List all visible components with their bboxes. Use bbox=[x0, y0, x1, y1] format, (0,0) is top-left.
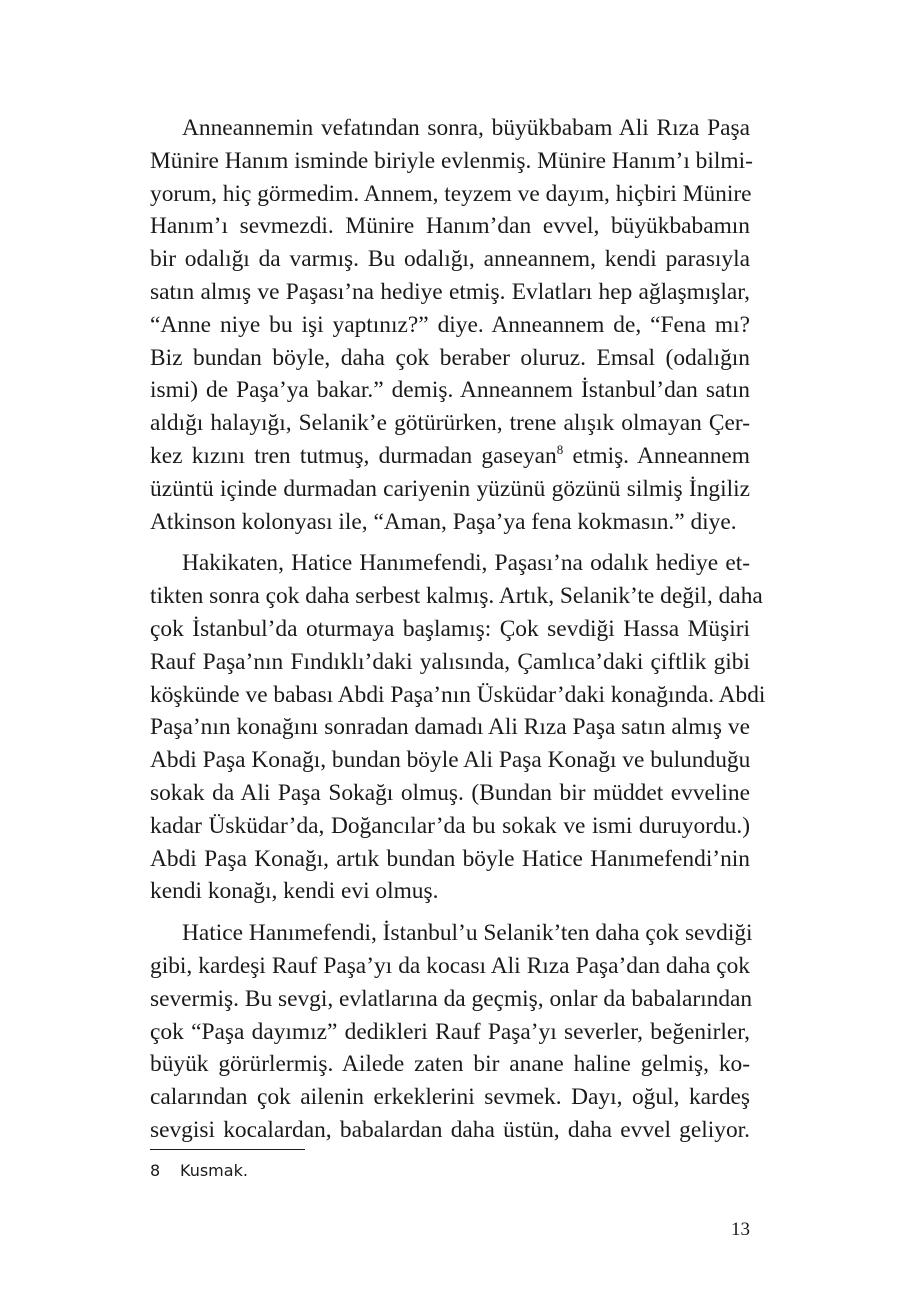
text-line: aldığı halayığı, Selanik’e götürürken, trene alışık olmayan Çer- bbox=[150, 410, 750, 437]
text-line: severmiş. Bu sevgi, evlatlarına da geçmiş, onlar da babalarından bbox=[150, 985, 753, 1012]
footnote-reference[interactable]: 8 bbox=[556, 441, 564, 457]
text-line: üzüntü içinde durmadan cariyenin yüzünü gözünü silmiş İngiliz bbox=[150, 475, 750, 502]
text-line-with-footnote bbox=[150, 440, 750, 473]
paragraph-1 bbox=[150, 112, 753, 538]
text-line: Atkinson kolonyası ile, “Aman, Paşa’ya fena kokmasın.” diye. bbox=[150, 508, 737, 535]
text-line: Abdi Paşa Konağı, bundan böyle Ali Paşa Konağı ve bulunduğu bbox=[150, 747, 751, 774]
text-line: bir odalığı da varmış. Bu odalığı, anneannem, kendi parasıyla bbox=[150, 246, 750, 273]
text-line: satın almış ve Paşası’na hediye etmiş. Evlatları hep ağlaşmışlar, bbox=[150, 278, 750, 305]
text-line: Münire Hanım isminde biriyle evlenmiş. Münire Hanım’ı bilmi- bbox=[150, 147, 753, 174]
text-line: sevgisi kocalardan, babalardan daha üstün, daha evvel geliyor. bbox=[150, 1116, 750, 1143]
text-line: calarından çok ailenin erkeklerini sevmek. Dayı, oğul, kardeş bbox=[150, 1084, 750, 1111]
page-body bbox=[150, 112, 766, 1147]
text-line: Hanım’ı sevmezdi. Münire Hanım’dan evvel, büyükbabamın bbox=[150, 213, 750, 240]
text-line: Hakikaten, Hatice Hanımefendi, Paşası’na odalık hediye et- bbox=[182, 550, 750, 577]
paragraph-3 bbox=[150, 917, 753, 1147]
text-line: kendi konağı, kendi evi olmuş. bbox=[150, 878, 439, 905]
paragraph-2 bbox=[150, 547, 766, 908]
text-line: sokak da Ali Paşa Sokağı olmuş. (Bundan bir müddet evveline bbox=[150, 779, 750, 806]
footnote bbox=[150, 1160, 248, 1182]
text-line: kadar Üsküdar’da, Doğancılar’da bu sokak ve ismi duruyordu.) bbox=[150, 812, 750, 839]
text-line: yorum, hiç görmedim. Annem, teyzem ve dayım, hiçbiri Münire bbox=[150, 180, 752, 207]
text-fragment: etmiş. Anneannem bbox=[563, 442, 750, 469]
text-line: çok İstanbul’da oturmaya başlamış: Çok sevdiği Hassa Müşiri bbox=[150, 615, 750, 642]
text-line: çok “Paşa dayımız” dedikleri Rauf Paşa’yı severler, beğenirler, bbox=[150, 1018, 750, 1045]
text-line: köşkünde ve babası Abdi Paşa’nın Üsküdar’daki konağında. Abdi bbox=[150, 681, 766, 708]
footnote-text: Kusmak. bbox=[180, 1161, 248, 1180]
text-line: Paşa’nın konağını sonradan damadı Ali Rıza Paşa satın almış ve bbox=[150, 714, 750, 741]
text-fragment: kez kızını tren tutmuş, durmadan gaseyan bbox=[150, 442, 557, 469]
text-line: Biz bundan böyle, daha çok beraber oluruz. Emsal (odalığın bbox=[150, 344, 750, 371]
text-line: ismi) de Paşa’ya bakar.” demiş. Anneannem İstanbul’dan satın bbox=[150, 377, 750, 404]
text-line: tikten sonra çok daha serbest kalmış. Artık, Selanik’te değil, daha bbox=[150, 583, 763, 610]
footnote-divider bbox=[150, 1149, 305, 1150]
text-line: Anneannemin vefatından sonra, büyükbabam Ali Rıza Paşa bbox=[182, 115, 750, 141]
text-line: Hatice Hanımefendi, İstanbul’u Selanik’ten daha çok sevdiği bbox=[182, 920, 753, 947]
footnote-number: 8 bbox=[150, 1161, 161, 1180]
text-line: “Anne niye bu işi yaptınız?” diye. Anneannem de, “Fena mı? bbox=[150, 311, 750, 338]
text-line: büyük görürlermiş. Ailede zaten bir anane haline gelmiş, ko- bbox=[150, 1051, 750, 1078]
text-line: gibi, kardeşi Rauf Paşa’yı da kocası Ali Rıza Paşa’dan daha çok bbox=[150, 952, 750, 979]
page-number: 13 bbox=[731, 1219, 750, 1240]
text-line: Abdi Paşa Konağı, artık bundan böyle Hatice Hanımefendi’nin bbox=[150, 845, 750, 872]
text-line: Rauf Paşa’nın Fındıklı’daki yalısında, Çamlıca’daki çiftlik gibi bbox=[150, 648, 750, 675]
